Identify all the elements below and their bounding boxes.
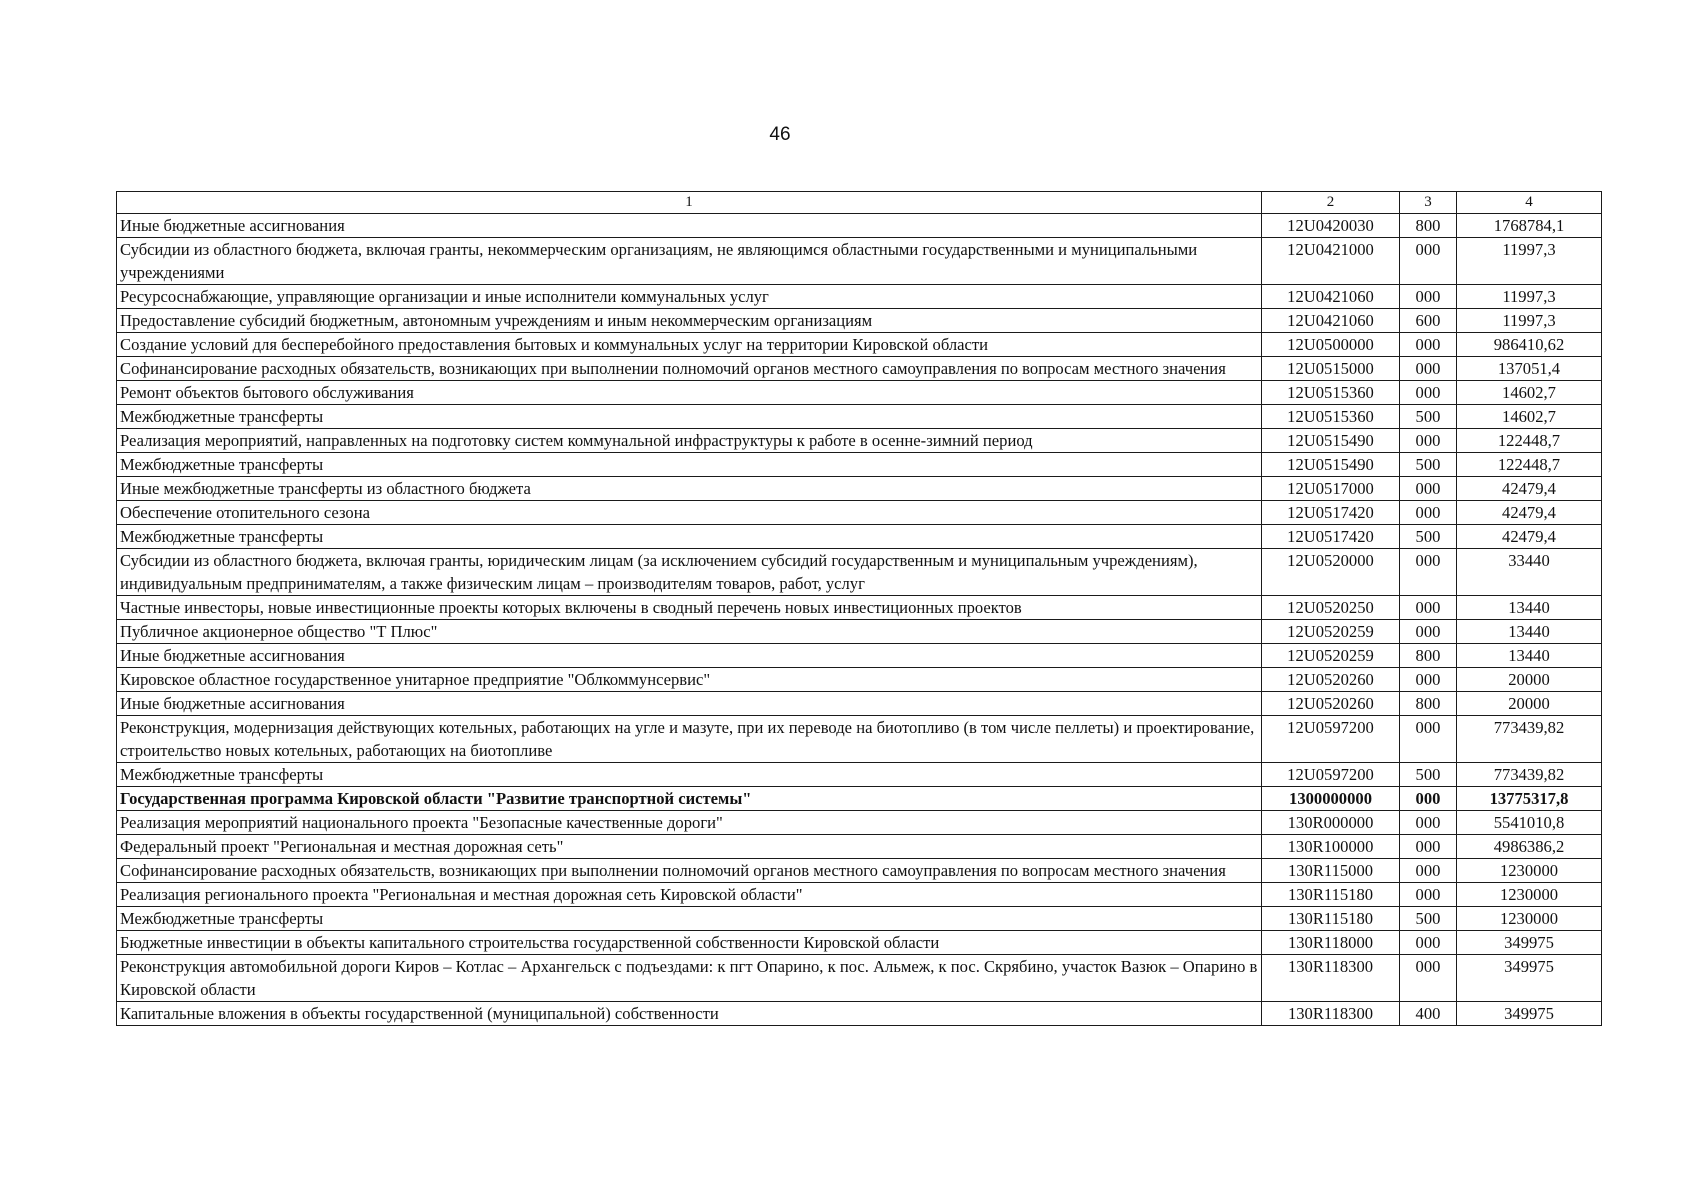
row-type-cell: 000 (1400, 811, 1457, 835)
table-row (117, 835, 1602, 859)
table-row (117, 285, 1602, 309)
row-name-cell: Межбюджетные трансферты (117, 907, 1262, 931)
row-amount-cell: 349975 (1457, 931, 1602, 955)
row-amount-cell: 137051,4 (1457, 357, 1602, 381)
table-row (117, 859, 1602, 883)
table-row (117, 716, 1602, 763)
row-amount-cell: 11997,3 (1457, 309, 1602, 333)
row-type-cell: 800 (1400, 692, 1457, 716)
row-type-cell: 000 (1400, 931, 1457, 955)
row-type-cell: 500 (1400, 763, 1457, 787)
row-type-cell: 000 (1400, 238, 1457, 285)
row-amount-cell: 20000 (1457, 668, 1602, 692)
row-code-cell: 130R118000 (1262, 931, 1400, 955)
row-amount-cell: 14602,7 (1457, 381, 1602, 405)
row-amount-cell: 11997,3 (1457, 238, 1602, 285)
row-name-cell: Иные межбюджетные трансферты из областного бюджета (117, 477, 1262, 501)
table-row (117, 405, 1602, 429)
row-code-cell: 130R115000 (1262, 859, 1400, 883)
row-name-cell: Иные бюджетные ассигнования (117, 692, 1262, 716)
row-code-cell: 1300000000 (1262, 787, 1400, 811)
row-type-cell: 000 (1400, 596, 1457, 620)
row-name-cell: Межбюджетные трансферты (117, 453, 1262, 477)
table-row (117, 811, 1602, 835)
row-code-cell: 12U0520250 (1262, 596, 1400, 620)
row-name-cell: Реализация регионального проекта "Региональная и местная дорожная сеть Кировской области" (117, 883, 1262, 907)
row-type-cell: 000 (1400, 955, 1457, 1002)
table-row (117, 333, 1602, 357)
column-header-type: 3 (1400, 192, 1457, 214)
row-name-cell: Межбюджетные трансферты (117, 525, 1262, 549)
row-code-cell: 12U0421060 (1262, 285, 1400, 309)
column-header-amount: 4 (1457, 192, 1602, 214)
table-row (117, 668, 1602, 692)
row-code-cell: 12U0597200 (1262, 763, 1400, 787)
row-amount-cell: 42479,4 (1457, 477, 1602, 501)
table-body (117, 214, 1602, 1026)
row-amount-cell: 33440 (1457, 549, 1602, 596)
row-type-cell: 800 (1400, 644, 1457, 668)
row-amount-cell: 1768784,1 (1457, 214, 1602, 238)
table-row (117, 477, 1602, 501)
page-number: 46 (769, 124, 791, 145)
row-code-cell: 130R115180 (1262, 883, 1400, 907)
row-name-cell: Создание условий для бесперебойного предоставления бытовых и коммунальных услуг на территории Кировской области (117, 333, 1262, 357)
row-name-cell: Субсидии из областного бюджета, включая гранты, юридическим лицам (за исключением субсидий государственным и муниципальным учреждениям), индивидуальным предпринимателям, а также физическим лицам – производителям товаров, работ, услуг (117, 549, 1262, 596)
row-type-cell: 000 (1400, 477, 1457, 501)
row-type-cell: 000 (1400, 859, 1457, 883)
table-row (117, 787, 1602, 811)
table-row (117, 931, 1602, 955)
row-code-cell: 12U0520259 (1262, 644, 1400, 668)
row-amount-cell: 13775317,8 (1457, 787, 1602, 811)
row-type-cell: 000 (1400, 357, 1457, 381)
table-row (117, 1002, 1602, 1026)
row-name-cell: Ремонт объектов бытового обслуживания (117, 381, 1262, 405)
row-code-cell: 12U0520260 (1262, 692, 1400, 716)
table-row (117, 763, 1602, 787)
row-type-cell: 400 (1400, 1002, 1457, 1026)
table-row (117, 501, 1602, 525)
table-row (117, 238, 1602, 285)
row-code-cell: 12U0515360 (1262, 405, 1400, 429)
table-row (117, 357, 1602, 381)
row-code-cell: 12U0517420 (1262, 525, 1400, 549)
row-type-cell: 000 (1400, 883, 1457, 907)
row-code-cell: 130R118300 (1262, 955, 1400, 1002)
row-code-cell: 130R118300 (1262, 1002, 1400, 1026)
table-row (117, 692, 1602, 716)
row-code-cell: 12U0520260 (1262, 668, 1400, 692)
row-name-cell: Частные инвесторы, новые инвестиционные проекты которых включены в сводный перечень новых инвестиционных проектов (117, 596, 1262, 620)
row-name-cell: Реализация мероприятий, направленных на подготовку систем коммунальной инфраструктуры к работе в осенне-зимний период (117, 429, 1262, 453)
row-type-cell: 000 (1400, 333, 1457, 357)
row-amount-cell: 1230000 (1457, 859, 1602, 883)
row-type-cell: 000 (1400, 620, 1457, 644)
row-name-cell: Федеральный проект "Региональная и местная дорожная сеть" (117, 835, 1262, 859)
row-type-cell: 500 (1400, 453, 1457, 477)
row-type-cell: 000 (1400, 716, 1457, 763)
table-row (117, 549, 1602, 596)
row-amount-cell: 986410,62 (1457, 333, 1602, 357)
row-amount-cell: 42479,4 (1457, 525, 1602, 549)
row-name-cell: Обеспечение отопительного сезона (117, 501, 1262, 525)
row-type-cell: 000 (1400, 549, 1457, 596)
row-type-cell: 800 (1400, 214, 1457, 238)
row-amount-cell: 1230000 (1457, 907, 1602, 931)
table-row (117, 525, 1602, 549)
row-amount-cell: 773439,82 (1457, 716, 1602, 763)
row-code-cell: 12U0421000 (1262, 238, 1400, 285)
row-amount-cell: 4986386,2 (1457, 835, 1602, 859)
budget-table (116, 191, 1602, 1026)
table-row (117, 309, 1602, 333)
row-amount-cell: 122448,7 (1457, 453, 1602, 477)
table-row (117, 620, 1602, 644)
row-name-cell: Иные бюджетные ассигнования (117, 214, 1262, 238)
row-amount-cell: 349975 (1457, 955, 1602, 1002)
row-code-cell: 12U0597200 (1262, 716, 1400, 763)
row-code-cell: 12U0420030 (1262, 214, 1400, 238)
row-amount-cell: 13440 (1457, 644, 1602, 668)
row-name-cell: Предоставление субсидий бюджетным, автономным учреждениям и иным некоммерческим организациям (117, 309, 1262, 333)
row-name-cell: Софинансирование расходных обязательств, возникающих при выполнении полномочий органов местного самоуправления по вопросам местного значения (117, 859, 1262, 883)
table-row (117, 883, 1602, 907)
row-code-cell: 12U0517000 (1262, 477, 1400, 501)
row-type-cell: 500 (1400, 525, 1457, 549)
row-amount-cell: 13440 (1457, 620, 1602, 644)
table-row (117, 955, 1602, 1002)
row-name-cell: Субсидии из областного бюджета, включая гранты, некоммерческим организациям, не являющимся областными государственными и муниципальными учреждениями (117, 238, 1262, 285)
row-amount-cell: 11997,3 (1457, 285, 1602, 309)
row-code-cell: 12U0515360 (1262, 381, 1400, 405)
table-row (117, 907, 1602, 931)
column-header-code: 2 (1262, 192, 1400, 214)
row-name-cell: Бюджетные инвестиции в объекты капитального строительства государственной собственности Кировской области (117, 931, 1262, 955)
row-code-cell: 12U0520259 (1262, 620, 1400, 644)
column-header-name: 1 (117, 192, 1262, 214)
row-amount-cell: 13440 (1457, 596, 1602, 620)
row-type-cell: 000 (1400, 285, 1457, 309)
table-row (117, 214, 1602, 238)
table-row (117, 644, 1602, 668)
row-code-cell: 130R115180 (1262, 907, 1400, 931)
row-amount-cell: 1230000 (1457, 883, 1602, 907)
row-code-cell: 12U0515000 (1262, 357, 1400, 381)
row-code-cell: 12U0515490 (1262, 453, 1400, 477)
row-name-cell: Реализация мероприятий национального проекта "Безопасные качественные дороги" (117, 811, 1262, 835)
row-type-cell: 000 (1400, 429, 1457, 453)
row-amount-cell: 349975 (1457, 1002, 1602, 1026)
row-name-cell: Межбюджетные трансферты (117, 763, 1262, 787)
row-type-cell: 500 (1400, 907, 1457, 931)
row-name-cell: Публичное акционерное общество "Т Плюс" (117, 620, 1262, 644)
row-type-cell: 000 (1400, 501, 1457, 525)
row-amount-cell: 122448,7 (1457, 429, 1602, 453)
row-name-cell: Межбюджетные трансферты (117, 405, 1262, 429)
row-code-cell: 12U0515490 (1262, 429, 1400, 453)
row-type-cell: 000 (1400, 381, 1457, 405)
row-name-cell: Государственная программа Кировской области "Развитие транспортной системы" (117, 787, 1262, 811)
row-code-cell: 12U0520000 (1262, 549, 1400, 596)
table-row (117, 429, 1602, 453)
row-name-cell: Софинансирование расходных обязательств, возникающих при выполнении полномочий органов местного самоуправления по вопросам местного значения (117, 357, 1262, 381)
row-code-cell: 130R100000 (1262, 835, 1400, 859)
row-type-cell: 000 (1400, 835, 1457, 859)
row-code-cell: 12U0517420 (1262, 501, 1400, 525)
row-code-cell: 130R000000 (1262, 811, 1400, 835)
table-header-row (117, 192, 1602, 214)
table-row (117, 381, 1602, 405)
row-name-cell: Капитальные вложения в объекты государственной (муниципальной) собственности (117, 1002, 1262, 1026)
row-type-cell: 500 (1400, 405, 1457, 429)
row-code-cell: 12U0421060 (1262, 309, 1400, 333)
row-name-cell: Иные бюджетные ассигнования (117, 644, 1262, 668)
table-row (117, 596, 1602, 620)
row-amount-cell: 773439,82 (1457, 763, 1602, 787)
row-amount-cell: 42479,4 (1457, 501, 1602, 525)
row-amount-cell: 14602,7 (1457, 405, 1602, 429)
row-type-cell: 000 (1400, 787, 1457, 811)
row-name-cell: Реконструкция автомобильной дороги Киров – Котлас – Архангельск с подъездами: к пгт Опарино, к пос. Альмеж, к пос. Скрябино, участок Вазюк – Опарино в Кировской области (117, 955, 1262, 1002)
row-name-cell: Кировское областное государственное унитарное предприятие "Облкоммунсервис" (117, 668, 1262, 692)
table-row (117, 453, 1602, 477)
row-code-cell: 12U0500000 (1262, 333, 1400, 357)
row-name-cell: Ресурсоснабжающие, управляющие организации и иные исполнители коммунальных услуг (117, 285, 1262, 309)
row-amount-cell: 5541010,8 (1457, 811, 1602, 835)
row-name-cell: Реконструкция, модернизация действующих котельных, работающих на угле и мазуте, при их переводе на биотопливо (в том числе пеллеты) и проектирование, строительство новых котельных, работающих на биотопливе (117, 716, 1262, 763)
row-amount-cell: 20000 (1457, 692, 1602, 716)
row-type-cell: 600 (1400, 309, 1457, 333)
row-type-cell: 000 (1400, 668, 1457, 692)
